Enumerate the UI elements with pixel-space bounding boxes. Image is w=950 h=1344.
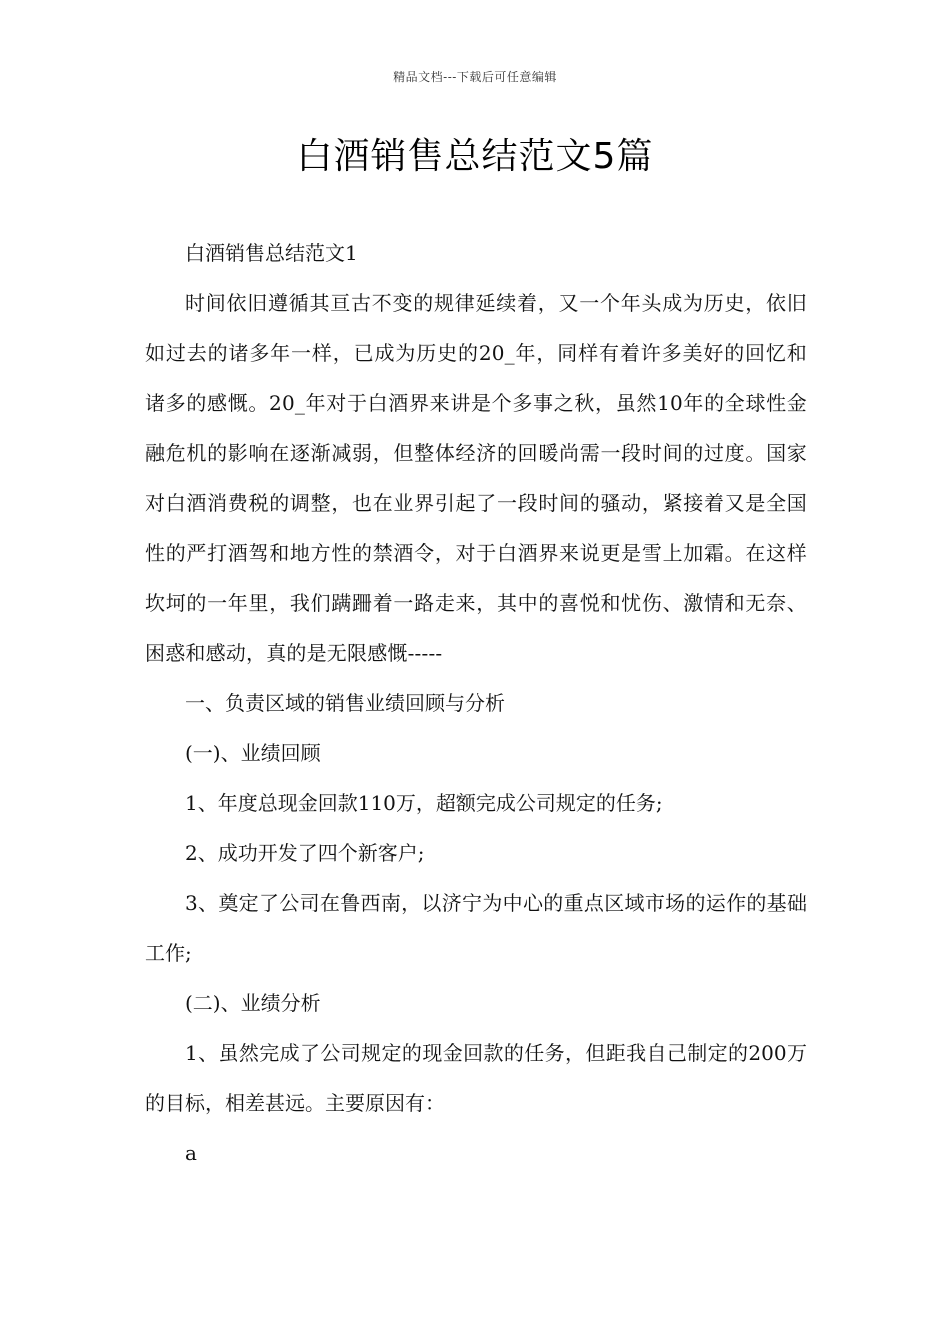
section-heading: 一、负责区域的销售业绩回顾与分析 bbox=[185, 691, 505, 715]
list-item: 1、年度总现金回款110万，超额完成公司规定的任务; bbox=[185, 791, 663, 815]
section-heading: 白酒销售总结范文1 bbox=[185, 241, 358, 265]
list-item: 1、虽然完成了公司规定的现金回款的任务，但距我自己制定的200万的目标，相差甚远。主要原因有： bbox=[145, 1041, 807, 1115]
header-note: 精品文档---下载后可任意编辑 bbox=[393, 70, 557, 84]
subsection-heading: (一)、业绩回顾 bbox=[185, 741, 321, 765]
subsection-heading: (二)、业绩分析 bbox=[185, 991, 321, 1015]
list-item: 3、奠定了公司在鲁西南，以济宁为中心的重点区域市场的运作的基础工作; bbox=[145, 891, 807, 965]
document-body bbox=[145, 228, 807, 1178]
list-item: 2、成功开发了四个新客户; bbox=[185, 841, 425, 865]
body-paragraph: 时间依旧遵循其亘古不变的规律延续着，又一个年头成为历史，依旧如过去的诸多年一样，已成为历史的20_年，同样有着许多美好的回忆和诸多的感慨。20_年对于白酒界来讲是个多事之秋，虽然10年的全球性金融危机的影响在逐渐减弱，但整体经济的回暖尚需一段时间的过度。国家对白酒消费税的调整，也在业界引起了一段时间的骚动，紧接着又是全国性的严打酒驾和地方性的禁酒令，对于白酒界来说更是雪上加霜。在这样坎坷的一年里，我们蹒跚着一路走来，其中的喜悦和忧伤、激情和无奈、困惑和感动，真的是无限感慨----- bbox=[145, 291, 807, 665]
list-item: a bbox=[185, 1141, 197, 1165]
document-title: 白酒销售总结范文5篇 bbox=[296, 136, 654, 177]
